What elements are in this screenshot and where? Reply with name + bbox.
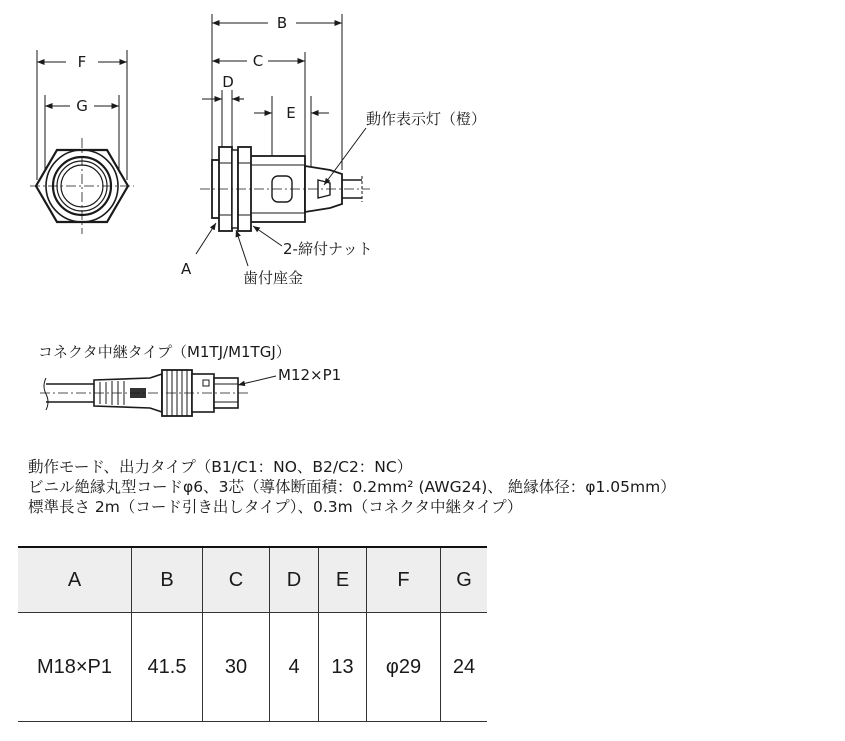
cell-f: φ29: [367, 613, 441, 722]
indicator-leader: [324, 128, 366, 185]
nut-leader: [253, 226, 282, 246]
dim-e-label: E: [286, 104, 296, 122]
connector-type-title: コネクタ中継タイプ（M1TJ/M1TGJ）: [38, 343, 291, 361]
note-operation-mode: 動作モード、出力タイプ（B1/C1：NO、B2/C2：NC）: [28, 458, 413, 476]
side-view: [200, 14, 370, 231]
dim-c-label: C: [252, 52, 264, 70]
dim-f-label: F: [77, 53, 87, 71]
dim-d-label: D: [222, 73, 234, 91]
header-g: G: [441, 547, 488, 613]
table-header-row: [18, 547, 487, 613]
nut-callout: 2-締付ナット: [283, 240, 373, 258]
cell-b: 41.5: [132, 613, 203, 722]
indicator-callout: 動作表示灯（橙）: [366, 110, 487, 128]
cell-c: 30: [203, 613, 270, 722]
table-row: [18, 613, 487, 722]
washer-leader: [236, 230, 248, 266]
cell-d: 4: [270, 613, 319, 722]
header-b: B: [132, 547, 203, 613]
dim-b-label: B: [276, 14, 288, 32]
cell-g: 24: [441, 613, 488, 722]
header-f: F: [367, 547, 441, 613]
header-c: C: [203, 547, 270, 613]
spec-notes: [28, 457, 676, 517]
front-view: [30, 50, 134, 234]
cell-a: M18×P1: [18, 613, 132, 722]
connector-thread-label: M12×P1: [278, 366, 342, 384]
dimension-drawing: [0, 0, 845, 330]
note-length: 標準長さ 2m（コード引き出しタイプ）、0.3m（コネクタ中継タイプ）: [28, 498, 523, 516]
header-e: E: [319, 547, 367, 613]
cell-e: 13: [319, 613, 367, 722]
header-d: D: [270, 547, 319, 613]
a-leader: [196, 223, 216, 254]
dim-g-label: G: [76, 97, 88, 115]
note-cable: ビニル絶縁丸型コードφ6、3芯（導体断面積：0.2mm² (AWG24)、 絶縁体径：φ1.05mm）: [28, 478, 676, 496]
header-a: A: [18, 547, 132, 613]
label-a: A: [181, 260, 192, 278]
washer-callout: 歯付座金: [243, 269, 304, 287]
dimension-table: [18, 546, 487, 722]
